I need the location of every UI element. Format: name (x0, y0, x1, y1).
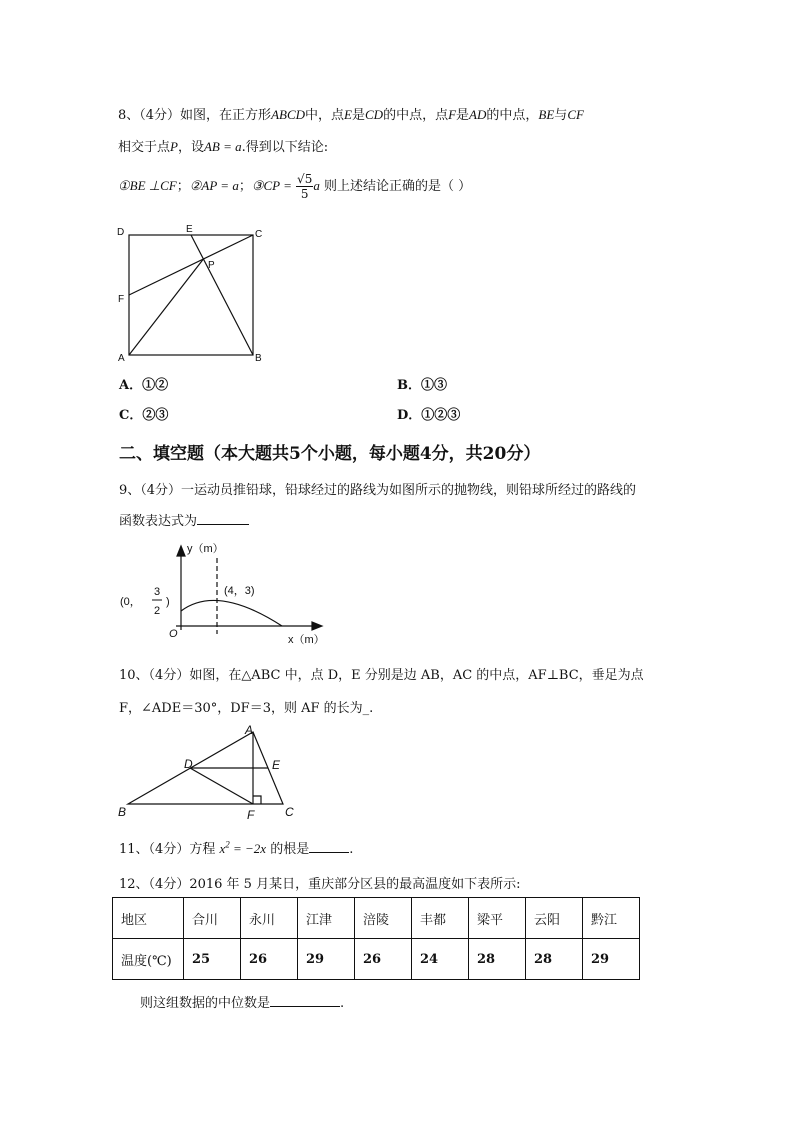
q8-segment-cd: CD (365, 107, 384, 122)
q11-text: 11、（4分）方程 (119, 842, 216, 857)
start-point-num: 3 (154, 586, 161, 598)
vertex-label: (4，3) (224, 585, 255, 597)
y-axis-label: y（m） (187, 543, 224, 555)
table-cell: 梁平 (469, 898, 526, 939)
q12-line1: 12、（4分）2016 年 5 月某日，重庆部分区县的最高温度如下表所示: (119, 877, 521, 892)
q8-separator: ； (176, 179, 190, 194)
table-cell: 合川 (184, 898, 241, 939)
table-cell: 永川 (241, 898, 298, 939)
q12-text: 则这组数据的中位数是 (140, 996, 271, 1011)
q8-fraction-den: 5 (300, 187, 309, 201)
label-a: A (245, 723, 254, 737)
q11-equation (219, 841, 266, 856)
q8-number: 8、（4分） (118, 108, 181, 123)
q9-line2-text: 函数表达式为 (119, 514, 198, 529)
q8-ab-eq: AB = a (203, 139, 242, 154)
x-axis-label: x（m） (288, 634, 325, 646)
table-cell: 26 (355, 939, 412, 980)
table-cell: 云阳 (526, 898, 583, 939)
q8-text: 的中点，点 (383, 108, 449, 123)
q8-option-b[interactable]: B．①③ (397, 378, 447, 393)
q8-point-p: P (170, 139, 178, 154)
label-c: C (285, 805, 294, 819)
label-a: A (118, 353, 125, 364)
q8-point-f: F (448, 107, 457, 122)
start-point-label-a: (0， (120, 596, 141, 608)
q8-fraction (296, 172, 313, 201)
table-cell: 地区 (113, 898, 184, 939)
q8-separator: ； (238, 179, 252, 194)
q11-text: 的根是 (270, 842, 310, 857)
q8-option-c[interactable]: C．②③ (119, 408, 169, 423)
q8-conclusion-1: ①BE ⊥CF (118, 178, 177, 193)
table-cell: 28 (469, 939, 526, 980)
q8-text: .得到以下结论: (241, 140, 329, 155)
segment-df (190, 768, 253, 804)
label-p: P (208, 260, 215, 271)
x-axis-arrow (312, 622, 322, 630)
q8-line2 (118, 136, 328, 155)
q8-text: ，设 (177, 140, 204, 155)
q11-eq-rest: = −2x (229, 841, 267, 856)
table-cell: 29 (298, 939, 355, 980)
label-b: B (255, 353, 262, 364)
q8-point-e: E (344, 107, 352, 122)
q9-line2 (119, 510, 249, 529)
table-cell: 25 (184, 939, 241, 980)
origin-label: O (169, 628, 178, 640)
label-d: D (184, 757, 193, 771)
q8-text: 是 (351, 108, 365, 123)
table-cell: 29 (583, 939, 640, 980)
y-axis-arrow (177, 546, 185, 556)
label-b: B (118, 805, 127, 819)
q8-segment-be: BE (538, 107, 555, 122)
q9-answer-blank[interactable] (197, 511, 249, 525)
q12-text: . (340, 996, 345, 1011)
table-header-row (113, 898, 640, 939)
label-d: D (117, 227, 125, 238)
q8-text: 与 (554, 108, 568, 123)
table-cell: 26 (241, 939, 298, 980)
table-cell: 24 (412, 939, 469, 980)
start-point-den: 2 (154, 605, 161, 617)
q10-line2: F，∠ADE＝30°，DF＝3，则 AF 的长为_. (119, 701, 374, 716)
temperature-table (112, 897, 640, 980)
q8-conclusion-3: ③CP = (251, 178, 292, 193)
q8-conclusions (118, 172, 471, 201)
q8-question-tail: 则上述结论正确的是（ ） (323, 179, 472, 194)
q12-after (140, 992, 344, 1011)
q8-text: 的中点， (486, 108, 539, 123)
table-cell: 28 (526, 939, 583, 980)
q8-option-d[interactable]: D．①②③ (397, 408, 461, 423)
q8-text: 如图，在正方形 (180, 108, 272, 123)
q8-conclusion-3-a: a (313, 178, 320, 193)
right-angle-mark (253, 796, 261, 804)
start-point-label-b: ) (166, 596, 170, 608)
section-title: 二、填空题（本大题共5个小题，每小题4分，共20分） (119, 444, 541, 464)
table-row (113, 939, 640, 980)
q8-segment-ad: AD (469, 107, 487, 122)
q8-text: 是 (456, 108, 470, 123)
label-f: F (247, 808, 255, 822)
q10-line1: 10、（4分）如图，在△ABC 中，点 D，E 分别是边 AB，AC 的中点，AF⊥BC，垂足为点 (119, 668, 644, 683)
q8-line1 (118, 104, 584, 123)
q8-square-figure (112, 220, 272, 370)
q8-text: 中，点 (305, 108, 345, 123)
q8-segment-cf: CF (567, 107, 584, 122)
label-e: E (186, 224, 193, 235)
table-cell: 丰都 (412, 898, 469, 939)
q10-triangle-figure (112, 722, 312, 826)
q11-text: . (349, 842, 354, 857)
q8-fraction-num: √5 (297, 172, 313, 186)
q11-eq-exponent: 2 (225, 839, 230, 850)
table-cell: 黔江 (583, 898, 640, 939)
q8-square-name: ABCD (271, 107, 306, 122)
label-e: E (272, 758, 281, 772)
q9-parabola-figure (114, 538, 334, 648)
q8-conclusion-2: ②AP = a (189, 178, 239, 193)
q11-answer-blank[interactable] (309, 839, 349, 853)
segment-cf (129, 235, 253, 295)
q8-text: 相交于点 (118, 140, 171, 155)
parabola-curve (181, 600, 282, 626)
label-c: C (255, 229, 263, 240)
q9-line1: 9、（4分）一运动员推铅球，铅球经过的路线为如图所示的抛物线，则铅球所经过的路线的 (119, 483, 637, 498)
q8-option-a[interactable]: A．①② (119, 378, 169, 393)
table-cell: 涪陵 (355, 898, 412, 939)
q11-eq-x: x (219, 841, 226, 856)
table-cell: 江津 (298, 898, 355, 939)
label-f: F (118, 294, 125, 305)
segment-be (191, 235, 253, 355)
segment-ap (129, 259, 203, 355)
q11-line (119, 838, 353, 857)
table-cell: 温度(℃) (113, 939, 184, 980)
square-abcd (129, 235, 253, 355)
q12-answer-blank[interactable] (270, 993, 340, 1007)
